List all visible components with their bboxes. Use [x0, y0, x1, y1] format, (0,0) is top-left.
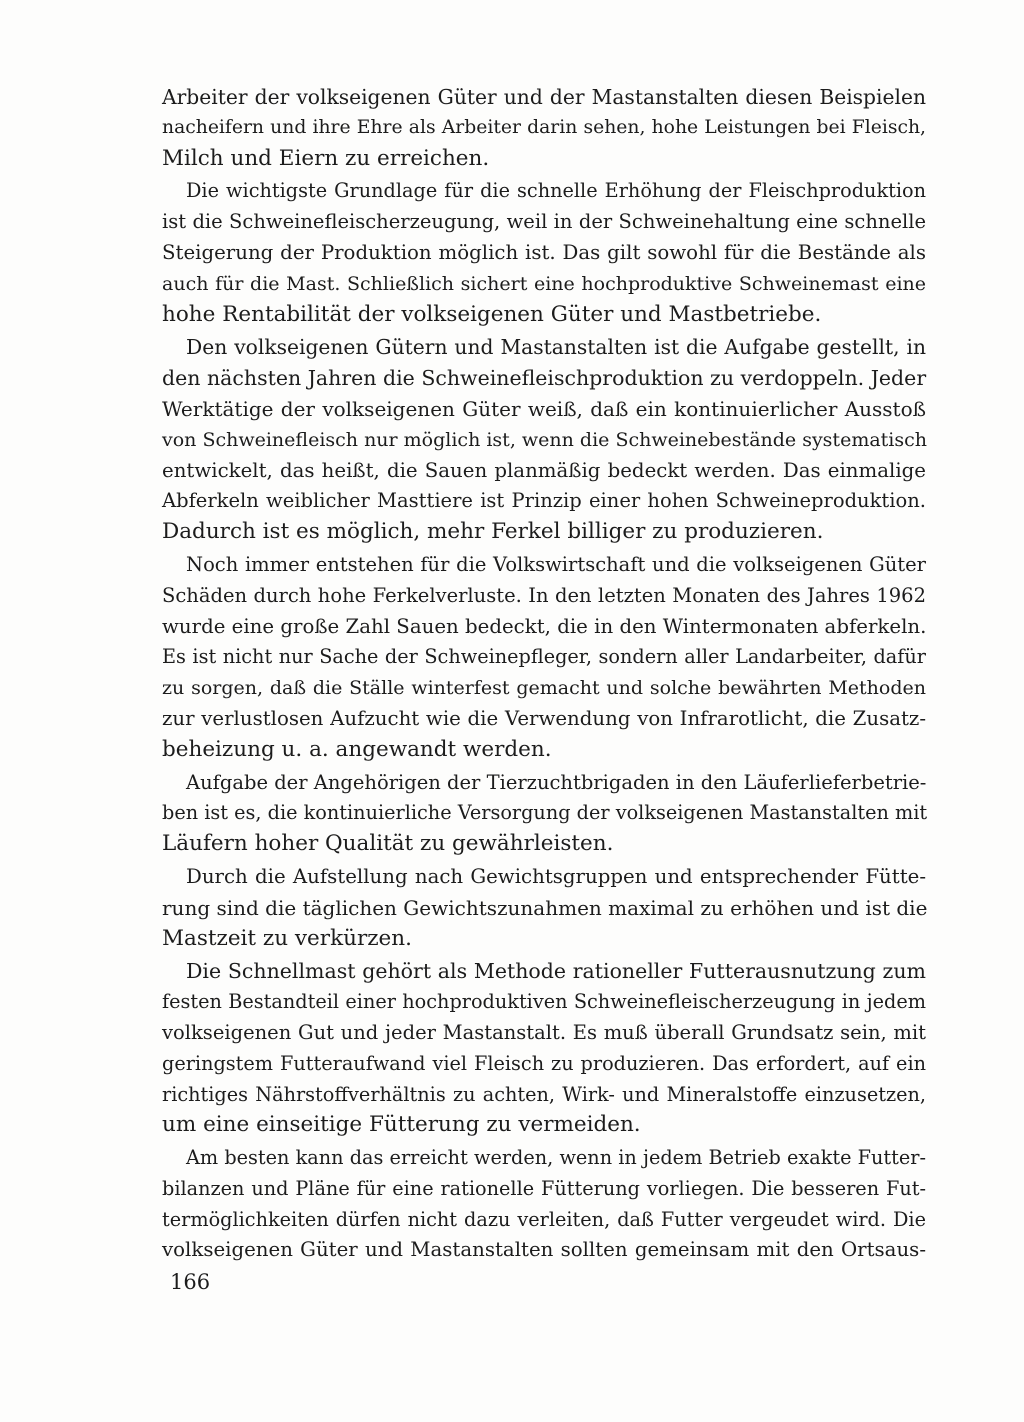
text-line: nacheifern und ihre Ehre als Arbeiter darin sehen, hohe Leistungen bei Fleisch, — [162, 116, 926, 138]
body-text — [162, 82, 926, 1268]
text-line: hohe Rentabilität der volkseigenen Güter und Mastbetriebe. — [162, 301, 822, 327]
paragraph — [162, 1143, 926, 1266]
text-line: bilanzen und Pläne für eine rationelle Fütterung vorliegen. Die besseren Fut- — [162, 1176, 926, 1200]
text-line: beheizung u. a. angewandt werden. — [162, 736, 552, 762]
paragraph — [162, 176, 926, 330]
text-line: volkseigenen Gut und jeder Mastanstalt. Es muß überall Grundsatz sein, mit — [162, 1020, 926, 1044]
text-line: Am besten kann das erreicht werden, wenn in jedem Betrieb exakte Futter- — [186, 1146, 926, 1170]
paragraph — [162, 332, 926, 548]
text-line: Arbeiter der volkseigenen Güter und der Mastanstalten diesen Beispielen — [162, 85, 926, 109]
text-line: termöglichkeiten dürfen nicht dazu verleiten, daß Futter vergeudet wird. Die — [162, 1207, 926, 1231]
text-line: geringstem Futteraufwand viel Fleisch zu produzieren. Das erfordert, auf ein — [162, 1051, 926, 1075]
text-line: Mastzeit zu verkürzen. — [162, 925, 412, 951]
text-line: zu sorgen, daß die Ställe winterfest gemacht und solche bewährten Methoden — [162, 677, 926, 700]
text-line: Läufern hoher Qualität zu gewährleisten. — [162, 831, 614, 857]
text-line: wurde eine große Zahl Sauen bedeckt, die in den Wintermonaten abferkeln. — [162, 614, 927, 638]
text-line: richtiges Nährstoffverhältnis zu achten, Wirk- und Mineralstoffe einzusetzen, — [162, 1082, 926, 1106]
text-line: Steigerung der Produktion möglich ist. Das gilt sowohl für die Bestände als — [162, 240, 926, 264]
text-line: zur verlustlosen Aufzucht wie die Verwendung von Infrarotlicht, die Zusatz- — [162, 706, 926, 730]
text-line: Noch immer entstehen für die Volkswirtschaft und die volkseigenen Güter — [186, 552, 926, 576]
paragraph — [162, 862, 926, 954]
text-line: Schäden durch hohe Ferkelverluste. In den letzten Monaten des Jahres 1962 — [162, 583, 926, 607]
text-line: rung sind die täglichen Gewichtszunahmen maximal zu erhöhen und ist die — [162, 895, 928, 920]
text-line: festen Bestandteil einer hochproduktiven Schweinefleischerzeugung in jedem — [162, 990, 926, 1014]
text-line: Die wichtigste Grundlage für die schnelle Erhöhung der Fleischproduktion — [186, 179, 926, 203]
text-line: auch für die Mast. Schließlich sichert eine hochproduktive Schweinemast eine — [162, 272, 926, 295]
text-line: Durch die Aufstellung nach Gewichtsgruppen und entsprechender Fütte- — [186, 864, 926, 888]
text-line: Werktätige der volkseigenen Güter weiß, daß ein kontinuierlicher Ausstoß — [162, 396, 926, 421]
text-line: von Schweinefleisch nur möglich ist, wenn die Schweinebestände systematisch — [162, 428, 928, 451]
text-line: Dadurch ist es möglich, mehr Ferkel billiger zu produzieren. — [162, 519, 824, 545]
paragraph — [162, 82, 926, 174]
text-line: Es ist nicht nur Sache der Schweinepfleger, sondern aller Landarbeiter, dafür — [162, 645, 926, 669]
paragraph — [162, 956, 926, 1141]
text-line: ben ist es, die kontinuierliche Versorgung der volkseigenen Mastanstalten mit — [162, 801, 928, 825]
paragraph — [162, 550, 926, 766]
text-line: um eine einseitige Fütterung zu vermeiden. — [162, 1112, 641, 1138]
text-line: volkseigenen Güter und Mastanstalten sollten gemeinsam mit den Ortsaus- — [162, 1238, 926, 1262]
text-line: Abferkeln weiblicher Masttiere ist Prinzip einer hohen Schweineproduktion. — [162, 489, 926, 513]
text-line: ist die Schweinefleischerzeugung, weil in der Schweinehaltung eine schnelle — [162, 210, 926, 234]
text-line: Den volkseigenen Gütern und Mastanstalten ist die Aufgabe gestellt, in — [186, 335, 926, 360]
text-line: den nächsten Jahren die Schweinefleischproduktion zu verdoppeln. Jeder — [162, 366, 927, 391]
text-line: Milch und Eiern zu erreichen. — [162, 145, 490, 171]
paragraph — [162, 768, 926, 860]
text-line: entwickelt, das heißt, die Sauen planmäßig bedeckt werden. Das einmalige — [162, 458, 926, 482]
text-line: Die Schnellmast gehört als Methode rationeller Futterausnutzung zum — [186, 959, 926, 984]
page-number: 166 — [170, 1270, 211, 1294]
text-line: Aufgabe der Angehörigen der Tierzuchtbrigaden in den Läuferlieferbetrie- — [186, 770, 927, 794]
